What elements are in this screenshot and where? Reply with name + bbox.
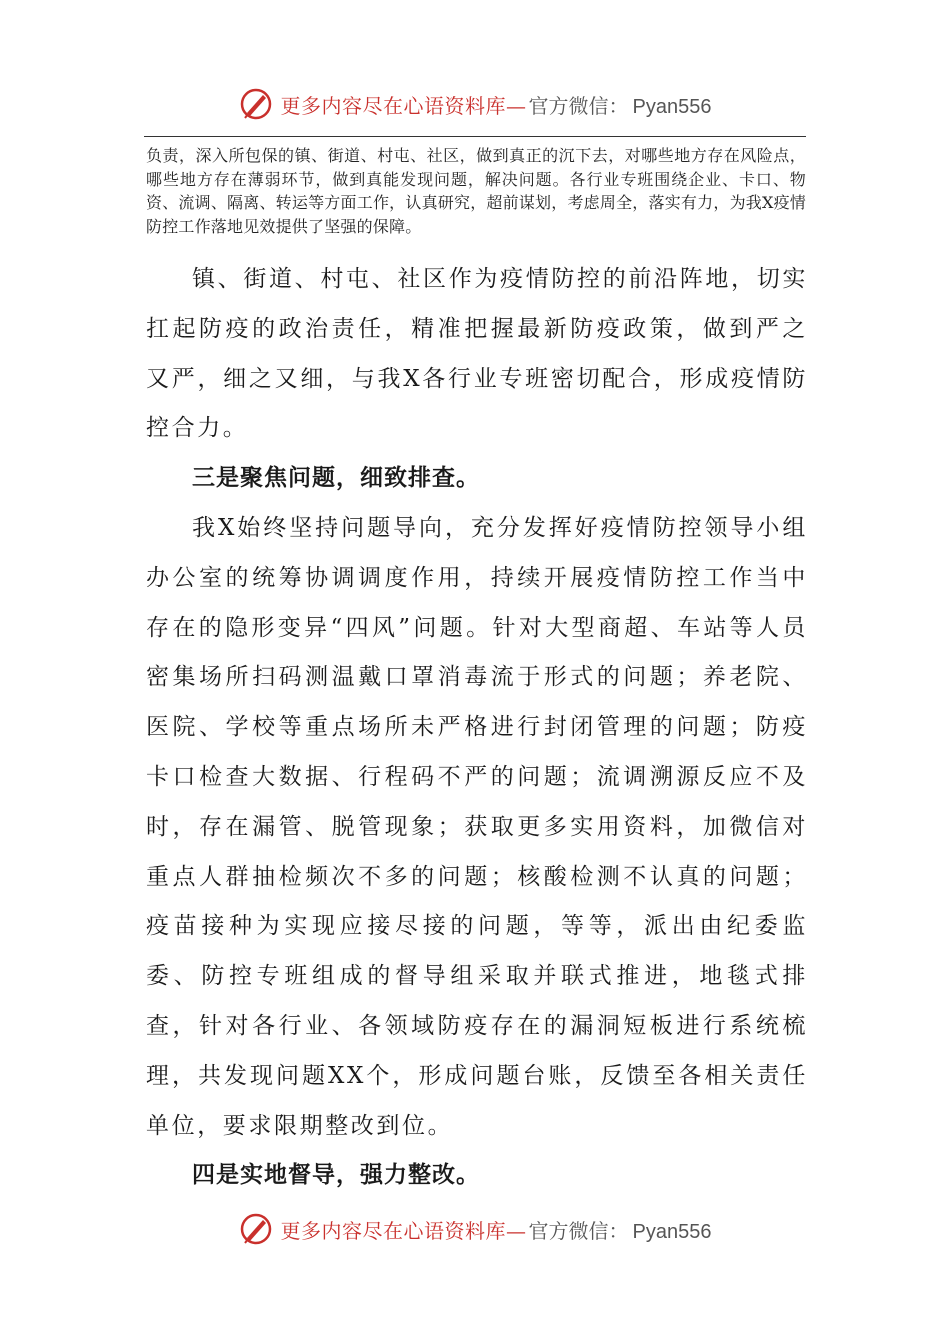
watermark-banner-top [0, 82, 950, 126]
watermark-banner-bottom [0, 1207, 950, 1251]
banner-main-text: 更多内容尽在心语资料库— [280, 1218, 527, 1243]
banner-main-text: 更多内容尽在心语资料库— [280, 93, 527, 118]
banner-wechat-label: 官方微信： [528, 93, 629, 118]
banner-wechat-id: Pyan556 [632, 95, 712, 118]
banner-wechat-id: Pyan556 [632, 1220, 712, 1243]
body-paragraph-2: 我X始终坚持问题导向，充分发挥好疫情防控领导小组办公室的统筹协调调度作用，持续开展疫情防控工作当中存在的隐形变异“四风”问题。针对大型商超、车站等人员密集场所扫码测温戴口罩消毒流于形式的问题；养老院、医院、学校等重点场所未严格进行封闭管理的问题；防疫卡口检查大数据、行程码不严的问题；流调溯源反应不及时，存在漏管、脱管现象；获取更多实用资料，加微信对重点人群抽检频次不多的问题；核酸检测不认真的问题；疫苗接种为实现应接尽接的问题，等等，派出由纪委监委、防控专班组成的督导组采取并联式推进，地毯式排查，针对各行业、各领域防疫存在的漏洞短板进行系统梳理，共发现问题XX个，形成问题台账，反馈至各相关责任单位，要求限期整改到位。 [146, 514, 808, 1139]
brand-logo-icon [239, 1212, 273, 1246]
section-heading-4: 四是实地督导，强力整改。 [192, 1162, 480, 1189]
banner-wechat-label: 官方微信： [528, 1218, 629, 1243]
brand-logo-icon [239, 87, 273, 121]
body-paragraph-1: 镇、街道、村屯、社区作为疫情防控的前沿阵地，切实扛起防疫的政治责任，精准把握最新防疫政策，做到严之又严，细之又细，与我X各行业专班密切配合，形成疫情防控合力。 [146, 266, 808, 442]
section-heading-3: 三是聚焦问题，细致排查。 [192, 465, 480, 492]
header-paragraph: 负责，深入所包保的镇、街道、村屯、社区，做到真正的沉下去，对哪些地方存在风险点，哪些地方存在薄弱环节，做到真能发现问题，解决问题。各行业专班围绕企业、卡口、物资、流调、隔离、转运等方面工作，认真研究，超前谋划，考虑周全，落实有力，为我X疫情防控工作落地见效提供了坚强的保障。 [146, 146, 806, 236]
document-body [146, 255, 808, 1201]
header-divider [144, 136, 806, 137]
